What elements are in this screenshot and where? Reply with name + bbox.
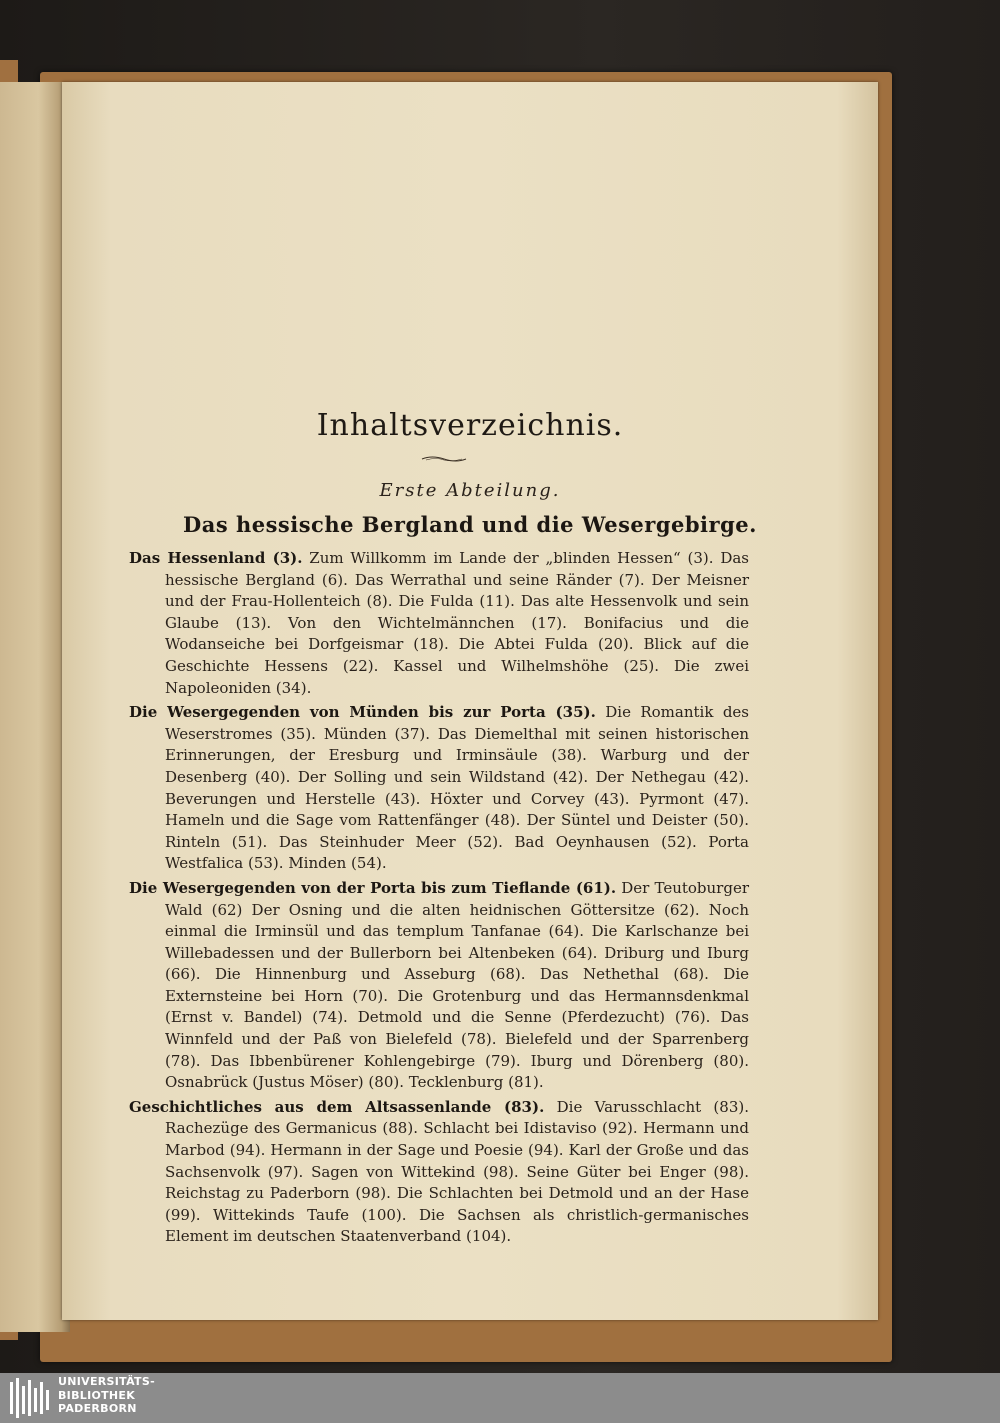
toc-entry-text: Zum Willkomm im Lande der „blinden Hessen“ (3). Das hessische Bergland (6). Das Werrathal und seine Ränder (7). Der Meisner und der Frau-Hollenteich (8). Die Fulda (11). Das alte Hessenvolk und sein Glaube (13). Von den Wichtelmännchen (17). Bonifacius und die Wodanseiche bei Dorfgeismar (18). Die Abtei Fulda (20). Blick auf die Geschichte Hessens (22). Kassel und Wilhelmshöhe (25). Die zwei Napoleoniden (34). bbox=[165, 549, 749, 697]
left-page-edge bbox=[0, 82, 70, 1332]
section-heading: Das hessische Bergland und die Wesergebirge. bbox=[183, 512, 757, 537]
division-heading: Erste Abteilung. bbox=[379, 480, 561, 501]
toc-entry-text: Die Romantik des Weserstromes (35). Münden (37). Das Diemelthal mit seinen historischen Erinnerungen, der Eresburg und Irminsäule (38). Warburg und der Desenberg (40). Der Solling und sein Wildstand (42). Der Nethegau (42). Beverungen und Herstelle (43). Höxter und Corvey (43). Pyrmont (47). Hameln und die Sage vom Rattenfänger (48). Der Süntel und Deister (50). Rinteln (51). Das Steinhuder Meer (52). Bad Oeynhausen (52). Porta Westfalica (53). Minden (54). bbox=[165, 703, 750, 873]
toc-entries bbox=[129, 548, 749, 1250]
toc-entry-heading: Das Hessenland (3). bbox=[129, 549, 303, 567]
toc-entry bbox=[129, 878, 749, 1094]
page-title: Inhaltsverzeichnis. bbox=[316, 408, 624, 443]
title-ornament bbox=[420, 454, 468, 464]
toc-entry-text: Die Varusschlacht (83). Rachezüge des Germanicus (88). Schlacht bei Idistaviso (92). Hermann und Marbod (94). Hermann in der Sage und Poesie (94). Karl der Große und das Sachsenvolk (97). Sagen von Wittekind (98). Seine Güter bei Enger (98). Reichstag zu Paderborn (98). Die Schlachten bei Detmold und an der Hase (99). Wittekinds Taufe (100). Die Sachsen als christlich-germanisches Element im deutschen Staatenverband (104). bbox=[165, 1097, 749, 1246]
library-name-line: UNIVERSITÄTS- bbox=[58, 1375, 155, 1388]
toc-entry-heading: Die Wesergegenden von Münden bis zur Porta (35). bbox=[129, 703, 596, 722]
toc-entry-heading: Die Wesergegenden von der Porta bis zum Tieflande (61). bbox=[129, 878, 617, 897]
toc-entry bbox=[129, 548, 749, 699]
toc-entry bbox=[129, 1097, 749, 1248]
library-name-line: PADERBORN bbox=[58, 1402, 137, 1415]
toc-entry-heading: Geschichtliches aus dem Altsassenlande (83). bbox=[129, 1097, 545, 1116]
library-logo-icon bbox=[8, 1376, 52, 1420]
toc-entry bbox=[129, 702, 749, 875]
library-name bbox=[58, 1375, 155, 1416]
library-name-line: BIBLIOTHEK bbox=[58, 1388, 136, 1402]
toc-entry-text: Der Teutoburger Wald (62) Der Osning und die alten heidnischen Göttersitze (62). Noch einmal die Irminsül und das templum Tanfanae (64). Die Karlschanze bei Willebadessen und der Bullerborn bei Altenbeken (64). Driburg und Iburg (66). Die Hinnenburg und Asseburg (68). Das Nethethal (68). Die Externsteine bei Horn (70). Die Grotenburg und das Hermannsdenkmal (Ernst v. Bandel) (74). Detmold und die Senne (Pferdezucht) (76). Das Winnfeld und der Paß von Bielefeld (78). Bielefeld und der Sparrenberg (78). Das Ibbenbürener Kohlengebirge (79). Iburg und Dörenberg (80). Osnabrück (Justus Möser) (80). Tecklenburg (81). bbox=[165, 878, 749, 1092]
